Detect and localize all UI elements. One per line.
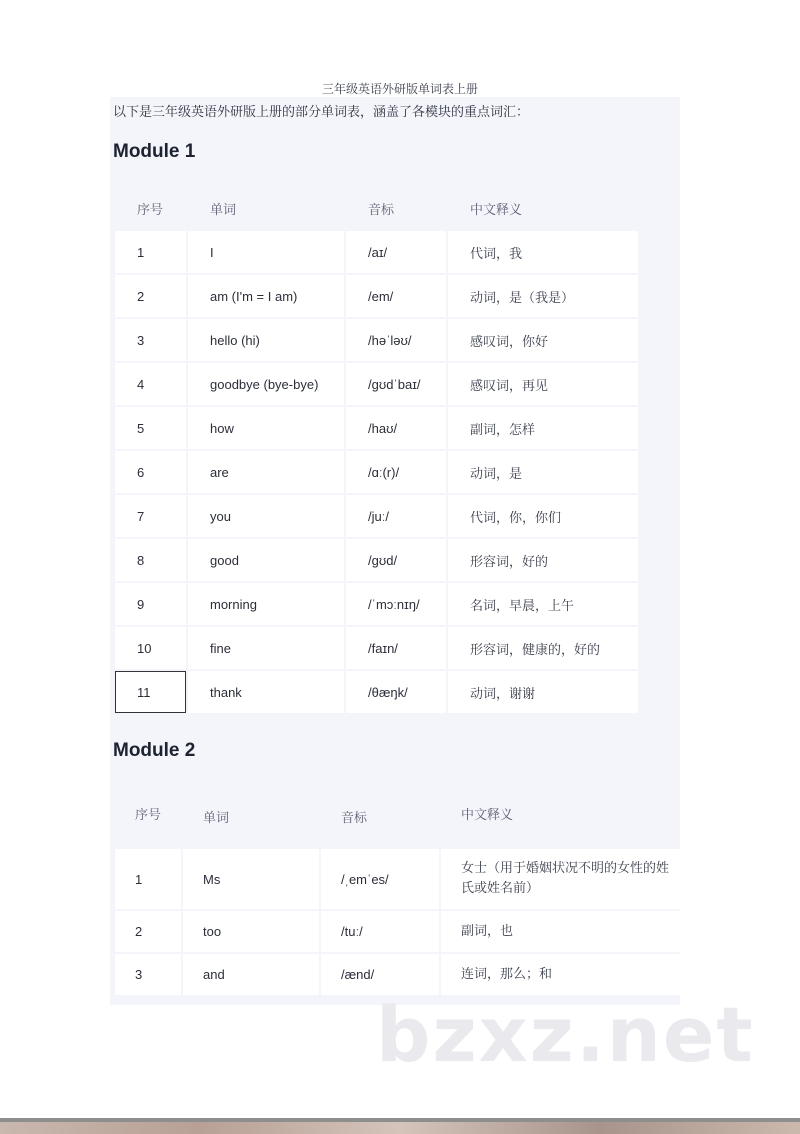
cell-meaning: 副词，怎样 bbox=[448, 407, 638, 449]
table-row bbox=[115, 407, 638, 449]
cell-meaning: 动词，谢谢 bbox=[448, 671, 638, 713]
cell-number: 1 bbox=[115, 231, 186, 273]
cell-meaning: 感叹词，再见 bbox=[448, 363, 638, 405]
table-header-row bbox=[115, 785, 681, 847]
module-2-heading: Module 2 bbox=[113, 740, 196, 761]
cell-phonetic: /ɡʊd/ bbox=[346, 539, 446, 581]
cell-phonetic: /θæŋk/ bbox=[346, 671, 446, 713]
cell-number: 4 bbox=[115, 363, 186, 405]
cell-word: good bbox=[188, 539, 344, 581]
cell-phonetic: /haʊ/ bbox=[346, 407, 446, 449]
cell-phonetic: /faɪn/ bbox=[346, 627, 446, 669]
cell-word: am (I'm = I am) bbox=[188, 275, 344, 317]
cell-number: 10 bbox=[115, 627, 186, 669]
cell-word: thank bbox=[188, 671, 344, 713]
header-number: 序号 bbox=[135, 808, 162, 823]
cell-phonetic: /aɪ/ bbox=[346, 231, 446, 273]
cell-number: 1 bbox=[115, 849, 181, 909]
cell-meaning: 感叹词，你好 bbox=[448, 319, 638, 361]
cell-word: I bbox=[188, 231, 344, 273]
table-header-row bbox=[115, 187, 638, 229]
table-row bbox=[115, 911, 681, 952]
cell-meaning: 动词，是（我是） bbox=[448, 275, 638, 317]
cell-word: hello (hi) bbox=[188, 319, 344, 361]
cell-phonetic: /em/ bbox=[346, 275, 446, 317]
cell-word: fine bbox=[188, 627, 344, 669]
table-row bbox=[115, 627, 638, 669]
header-phonetic: 音标 bbox=[368, 202, 395, 218]
cell-word: you bbox=[188, 495, 344, 537]
cell-number: 3 bbox=[115, 319, 186, 361]
cell-meaning: 连词，那么；和 bbox=[441, 954, 681, 995]
cell-number: 2 bbox=[115, 275, 186, 317]
cell-phonetic: /juː/ bbox=[346, 495, 446, 537]
cell-word: too bbox=[183, 911, 319, 952]
cell-phonetic: /ˌemˈes/ bbox=[321, 849, 439, 909]
cell-meaning: 女士（用于婚姻状况不明的女性的姓氏或姓名前） bbox=[441, 849, 681, 909]
header-word: 单词 bbox=[210, 202, 237, 218]
cell-word: Ms bbox=[183, 849, 319, 909]
cell-phonetic: /ɑː(r)/ bbox=[346, 451, 446, 493]
cell-meaning: 代词，你，你们 bbox=[448, 495, 638, 537]
cell-number: 11 bbox=[115, 671, 186, 713]
cell-meaning: 副词，也 bbox=[441, 911, 681, 952]
header-phonetic: 音标 bbox=[341, 810, 368, 826]
cell-meaning: 形容词，好的 bbox=[448, 539, 638, 581]
table-row bbox=[115, 363, 638, 405]
cell-word: how bbox=[188, 407, 344, 449]
cell-number: 3 bbox=[115, 954, 181, 995]
header-number: 序号 bbox=[137, 202, 164, 218]
table-row bbox=[115, 319, 638, 361]
cell-phonetic: /ænd/ bbox=[321, 954, 439, 995]
table-row bbox=[115, 495, 638, 537]
header-word: 单词 bbox=[203, 810, 230, 826]
cell-word: morning bbox=[188, 583, 344, 625]
bottom-decorative-bar bbox=[0, 1118, 800, 1134]
header-meaning: 中文释义 bbox=[461, 808, 514, 823]
cell-number: 5 bbox=[115, 407, 186, 449]
cell-number: 7 bbox=[115, 495, 186, 537]
cell-meaning: 动词，是 bbox=[448, 451, 638, 493]
table-row bbox=[115, 954, 681, 995]
cell-number: 2 bbox=[115, 911, 181, 952]
cell-word: and bbox=[183, 954, 319, 995]
cell-number: 8 bbox=[115, 539, 186, 581]
table-row bbox=[115, 275, 638, 317]
cell-phonetic: /ɡʊdˈbaɪ/ bbox=[346, 363, 446, 405]
table-row bbox=[115, 451, 638, 493]
cell-phonetic: /həˈləʊ/ bbox=[346, 319, 446, 361]
module-1-vocab-table bbox=[113, 185, 640, 715]
table-row bbox=[115, 583, 638, 625]
cell-word: goodbye (bye-bye) bbox=[188, 363, 344, 405]
cell-meaning: 代词，我 bbox=[448, 231, 638, 273]
module-1-heading: Module 1 bbox=[113, 141, 196, 162]
cell-phonetic: /tuː/ bbox=[321, 911, 439, 952]
cell-number: 6 bbox=[115, 451, 186, 493]
cell-phonetic: /ˈmɔːnɪŋ/ bbox=[346, 583, 446, 625]
table-row bbox=[115, 231, 638, 273]
cell-word: are bbox=[188, 451, 344, 493]
table-row bbox=[115, 671, 638, 713]
cell-number: 9 bbox=[115, 583, 186, 625]
table-row bbox=[115, 539, 638, 581]
module-2-vocab-table bbox=[113, 783, 683, 997]
intro-text: 以下是三年级英语外研版上册的部分单词表，涵盖了各模块的重点词汇： bbox=[113, 105, 530, 120]
cell-meaning: 名词，早晨，上午 bbox=[448, 583, 638, 625]
table-row bbox=[115, 849, 681, 909]
header-meaning: 中文释义 bbox=[470, 202, 523, 218]
page-title: 三年级英语外研版单词表上册 bbox=[321, 82, 478, 96]
watermark: bzxz.net bbox=[376, 990, 755, 1079]
cell-meaning: 形容词，健康的，好的 bbox=[448, 627, 638, 669]
